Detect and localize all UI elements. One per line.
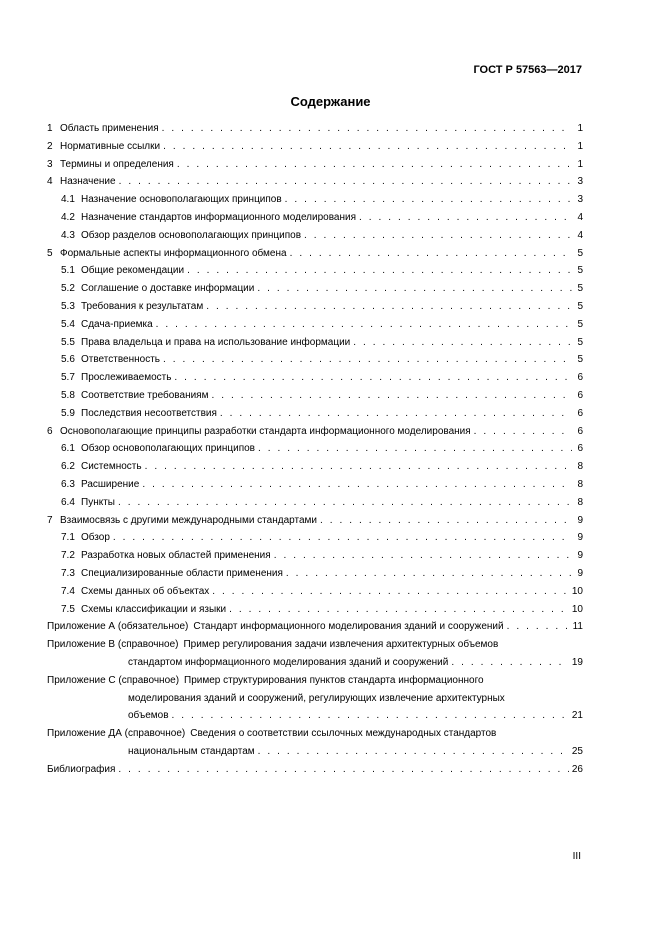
- toc-entry-text: Обзор: [81, 532, 110, 544]
- dot-leader: [118, 494, 572, 512]
- toc-entry[interactable]: [47, 209, 583, 227]
- toc-entry-text: Последствия несоответствия: [81, 407, 217, 419]
- toc-entry-text: Термины и определения: [60, 158, 174, 170]
- toc-entry-page: 5: [577, 354, 583, 366]
- dot-leader: [474, 423, 572, 441]
- appendix-title-line: стандартом информационного моделирования зданий и сооружений: [128, 656, 449, 668]
- toc-entry-text: Схемы данных об объектах: [81, 585, 210, 597]
- toc-entry-number: 5.2: [61, 283, 75, 295]
- toc-entry-number: 5.5: [61, 336, 75, 348]
- toc-entry[interactable]: [47, 351, 583, 369]
- dot-leader: [163, 138, 572, 156]
- toc-entry-number: 4.3: [61, 229, 75, 241]
- page-number: III: [572, 851, 581, 862]
- dot-leader: [359, 209, 572, 227]
- toc-entry-number: 5.1: [61, 265, 75, 277]
- toc-sections: [47, 120, 583, 618]
- toc-entry-page: 4: [577, 211, 583, 223]
- toc-entry-text: Разработка новых областей применения: [81, 550, 271, 562]
- toc-entry-page: 5: [577, 247, 583, 259]
- dot-leader: [290, 245, 572, 263]
- appendix-title-line: Стандарт информационного моделирования зданий и сооружений: [193, 621, 504, 633]
- toc-appendix-entry[interactable]: [47, 672, 583, 725]
- toc-entry-number: 7.5: [61, 603, 75, 615]
- toc-entry-page: 8: [577, 461, 583, 473]
- dot-leader: [353, 334, 572, 352]
- dot-leader: [174, 369, 572, 387]
- toc-entry-page: 9: [577, 532, 583, 544]
- appendix-page: 11: [572, 621, 583, 633]
- dot-leader: [257, 280, 572, 298]
- toc-entry[interactable]: [47, 191, 583, 209]
- dot-leader: [163, 351, 572, 369]
- toc-entry[interactable]: [47, 173, 583, 191]
- toc-entry-number: 2: [47, 140, 53, 152]
- toc-entry[interactable]: [47, 227, 583, 245]
- toc-entry[interactable]: [47, 458, 583, 476]
- toc-entry[interactable]: [47, 245, 583, 263]
- toc-entry-text: Основополагающие принципы разработки стандарта информационного моделирования: [60, 425, 471, 437]
- toc-entry-text: Пункты: [81, 496, 115, 508]
- toc-entry-page: 5: [577, 318, 583, 330]
- toc-entry-page: 3: [577, 194, 583, 206]
- toc-entry[interactable]: [47, 601, 583, 619]
- toc-entry-text: Назначение: [60, 176, 116, 188]
- toc-entry[interactable]: [47, 262, 583, 280]
- toc-entry[interactable]: [47, 476, 583, 494]
- appendix-label: Приложение В (справочное): [47, 639, 179, 651]
- toc-entry-text: Библиография: [47, 763, 116, 775]
- toc-entry-page: 10: [571, 603, 583, 615]
- dot-leader: [211, 387, 572, 405]
- toc-entry[interactable]: [47, 583, 583, 601]
- toc-entry-number: 6.2: [61, 461, 75, 473]
- toc-entry-page: 3: [577, 176, 583, 188]
- toc-entry-text: Ответственность: [81, 354, 160, 366]
- toc-entry[interactable]: [47, 334, 583, 352]
- toc-entry-number: 5.8: [61, 389, 75, 401]
- appendix-title-line: Пример регулирования задачи извлечения архитектурных объемов: [183, 639, 499, 651]
- toc-entry[interactable]: [47, 440, 583, 458]
- dot-leader: [156, 316, 572, 334]
- toc-entry-page: 6: [577, 425, 583, 437]
- toc-appendix-entry[interactable]: [47, 618, 583, 636]
- toc-entry-text: Требования к результатам: [81, 300, 204, 312]
- toc-entry-text: Обзор разделов основополагающих принципов: [81, 229, 302, 241]
- toc-entry[interactable]: [47, 156, 583, 174]
- toc-entry-page: 4: [577, 229, 583, 241]
- toc-entry-text: Схемы классификации и языки: [81, 603, 227, 615]
- toc-entry-number: 7: [47, 514, 53, 526]
- toc-entry-page: 9: [577, 550, 583, 562]
- toc-entry-text: Системность: [81, 461, 142, 473]
- toc-entry-page: 1: [577, 140, 583, 152]
- toc-entry-number: 7.4: [61, 585, 75, 597]
- toc-entry-text: Права владельца и права на использование информации: [81, 336, 351, 348]
- dot-leader: [274, 547, 572, 565]
- appendix-page: 25: [571, 745, 583, 757]
- page-title: Содержание: [290, 94, 371, 109]
- dot-leader: [507, 618, 570, 636]
- toc-entry-number: 5.9: [61, 407, 75, 419]
- toc-entry-page: 9: [577, 567, 583, 579]
- toc-entry-page: 6: [577, 443, 583, 455]
- toc-entry-number: 6.1: [61, 443, 75, 455]
- toc-entry[interactable]: [47, 387, 583, 405]
- toc-entry[interactable]: [47, 529, 583, 547]
- toc-entry-number: 7.3: [61, 567, 75, 579]
- toc-entry[interactable]: [47, 423, 583, 441]
- toc-entry-page: 6: [577, 389, 583, 401]
- appendix-title-line: объемов: [128, 710, 169, 722]
- toc-entry-page: 9: [577, 514, 583, 526]
- toc-entry-text: Назначение основополагающих принципов: [81, 194, 282, 206]
- toc-entry-page: 10: [571, 585, 583, 597]
- toc-appendix-entry[interactable]: [47, 636, 583, 672]
- toc-entry[interactable]: [47, 512, 583, 530]
- toc-entry-text: Общие рекомендации: [81, 265, 185, 277]
- toc-entry-text: Сдача-приемка: [81, 318, 153, 330]
- toc-entry[interactable]: [47, 547, 583, 565]
- dot-leader: [162, 120, 572, 138]
- toc-entry-text: Нормативные ссылки: [60, 140, 161, 152]
- toc-entry-text: Прослеживаемость: [81, 372, 172, 384]
- dot-leader: [258, 440, 572, 458]
- dot-leader: [118, 761, 568, 779]
- toc-entry-page: 8: [577, 496, 583, 508]
- toc-entry-page: 5: [577, 283, 583, 295]
- dot-leader: [304, 227, 572, 245]
- appendix-label: Приложение ДА (справочное): [47, 728, 186, 740]
- dot-leader: [172, 707, 569, 725]
- appendix-page: 21: [571, 710, 583, 722]
- dot-leader: [206, 298, 572, 316]
- toc-entry-page: 5: [577, 300, 583, 312]
- toc-entry-number: 4.2: [61, 211, 75, 223]
- dot-leader: [119, 173, 572, 191]
- toc-entry[interactable]: [47, 494, 583, 512]
- toc-entry-page: 1: [577, 123, 583, 134]
- table-of-contents: [47, 120, 583, 778]
- appendix-label: Приложение А (обязательное): [47, 621, 189, 633]
- dot-leader: [451, 654, 569, 672]
- appendix-label: Приложение С (справочное): [47, 674, 180, 686]
- toc-entry-number: 7.2: [61, 550, 75, 562]
- toc-entry-number: 5.4: [61, 318, 75, 330]
- dot-leader: [145, 458, 572, 476]
- dot-leader: [229, 601, 569, 619]
- toc-entry[interactable]: [47, 316, 583, 334]
- toc-entry-page: 8: [577, 478, 583, 490]
- toc-entry-number: 5: [47, 247, 53, 259]
- toc-entry-text: Специализированные области применения: [81, 567, 283, 579]
- toc-entry[interactable]: [47, 280, 583, 298]
- dot-leader: [212, 583, 569, 601]
- toc-entry[interactable]: [47, 298, 583, 316]
- toc-entry-text: Область применения: [60, 123, 159, 134]
- appendix-title-line: национальным стандартам: [128, 745, 255, 757]
- appendix-title-line: Сведения о соответствии ссылочных международных стандартов: [190, 728, 497, 740]
- toc-entry-page: 5: [577, 336, 583, 348]
- dot-leader: [220, 405, 572, 423]
- toc-entry[interactable]: [47, 138, 583, 156]
- toc-entry-bibliography[interactable]: [47, 761, 583, 779]
- dot-leader: [285, 191, 572, 209]
- toc-appendices: [47, 618, 583, 760]
- toc-entry-number: 6.4: [61, 496, 75, 508]
- appendix-title-line: моделирования зданий и сооружений, регулирующих извлечение архитектурных: [128, 692, 505, 704]
- toc-entry-text: Обзор основополагающих принципов: [81, 443, 255, 455]
- toc-entry[interactable]: [47, 369, 583, 387]
- toc-entry-number: 6: [47, 425, 53, 437]
- toc-entry-page: 1: [577, 158, 583, 170]
- toc-entry-number: 5.6: [61, 354, 75, 366]
- toc-entry-page: 6: [577, 407, 583, 419]
- dot-leader: [187, 262, 572, 280]
- toc-entry-number: 4.1: [61, 194, 75, 206]
- appendix-title-line: Пример структурирования пунктов стандарта информационного: [184, 674, 484, 686]
- dot-leader: [142, 476, 572, 494]
- toc-entry-text: Формальные аспекты информационного обмена: [60, 247, 287, 259]
- dot-leader: [177, 156, 572, 174]
- dot-leader: [320, 512, 572, 530]
- toc-entry-text: Расширение: [81, 478, 140, 490]
- toc-entry-number: 6.3: [61, 478, 75, 490]
- toc-entry-page: 26: [571, 763, 583, 775]
- toc-entry[interactable]: [47, 565, 583, 583]
- toc-entry-page: 6: [577, 372, 583, 384]
- toc-entry-text: Взаимосвязь с другими международными стандартами: [60, 514, 317, 526]
- toc-entry-number: 7.1: [61, 532, 75, 544]
- document-code: ГОСТ Р 57563—2017: [473, 64, 582, 76]
- toc-entry[interactable]: [47, 405, 583, 423]
- toc-entry-number: 1: [47, 123, 53, 134]
- toc-entry-number: 4: [47, 176, 53, 188]
- dot-leader: [286, 565, 572, 583]
- toc-entry-text: Соответствие требованиям: [81, 389, 209, 401]
- toc-entry[interactable]: [47, 120, 583, 138]
- toc-entry-text: Назначение стандартов информационного моделирования: [81, 211, 357, 223]
- toc-entry-number: 5.3: [61, 300, 75, 312]
- toc-entry-text: Соглашение о доставке информации: [81, 283, 255, 295]
- appendix-page: 19: [571, 656, 583, 668]
- toc-entry-number: 5.7: [61, 372, 75, 384]
- toc-appendix-entry[interactable]: [47, 725, 583, 761]
- dot-leader: [113, 529, 572, 547]
- dot-leader: [258, 743, 569, 761]
- toc-entry-number: 3: [47, 158, 53, 170]
- toc-entry-page: 5: [577, 265, 583, 277]
